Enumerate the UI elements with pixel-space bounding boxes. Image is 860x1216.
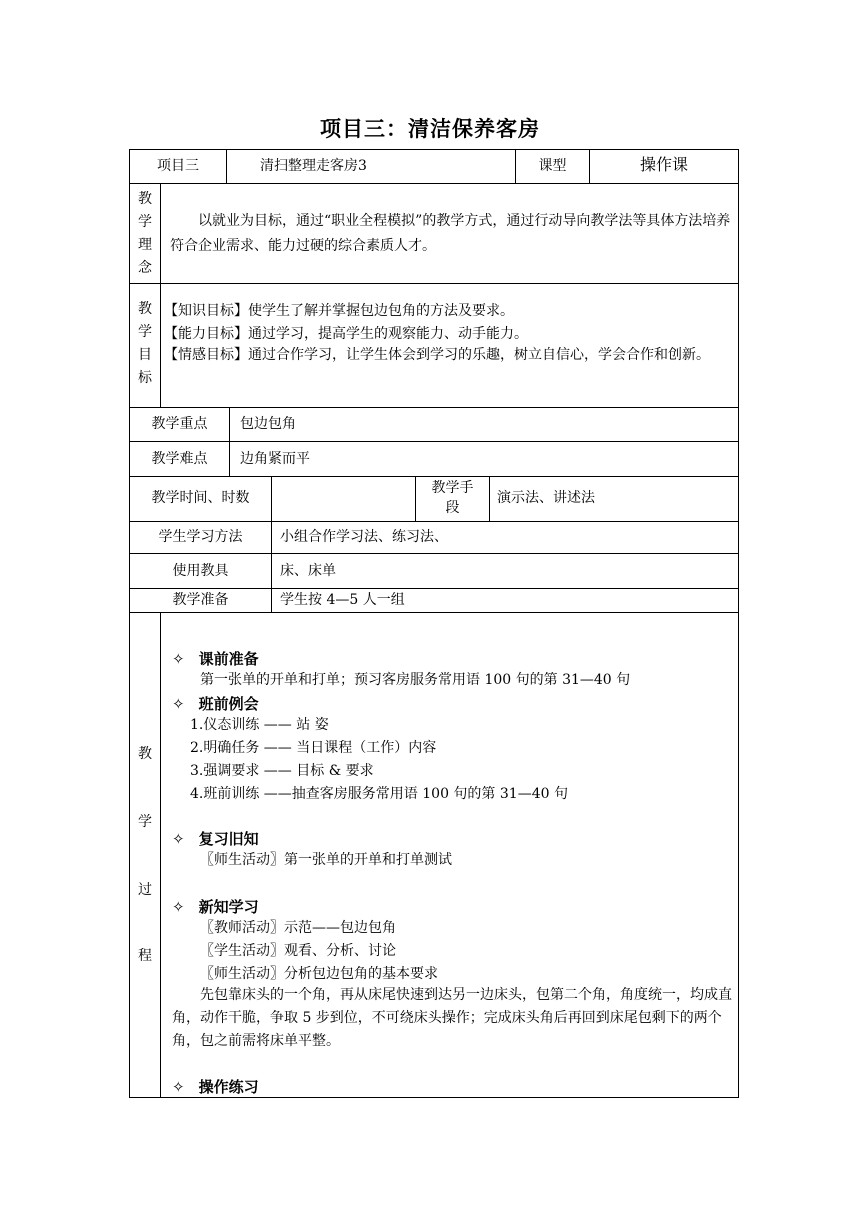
section-prep-heading: ✧ 课前准备 (172, 650, 259, 668)
meeting-item-3: 3.强调要求 —— 目标 & 要求 (190, 763, 374, 779)
type-value: 操作课 (639, 155, 688, 174)
page-title: 项目三：清洁保养客房 (320, 117, 540, 141)
difficulty-value: 边角紧而平 (240, 451, 310, 467)
difficulty-label: 教学难点 (151, 451, 208, 467)
goal-emotion: 【情感目标】通过合作学习，让学生体会到学习的乐趣，树立自信心，学会合作和创新。 (164, 347, 710, 363)
new-item-1: 〖教师活动〗示范——包边包角 (200, 920, 396, 936)
process-label-4: 程 (138, 948, 152, 964)
type-label: 课型 (538, 158, 567, 174)
method-label: 学生学习方法 (158, 529, 243, 545)
new-item-3: 〖师生活动〗分析包边包角的基本要求 (200, 966, 438, 982)
bullet-icon: ✧ (172, 898, 185, 916)
project-name: 清扫整理走客房3 (260, 158, 367, 174)
bullet-icon: ✧ (172, 650, 185, 668)
project-label: 项目三 (157, 158, 199, 174)
key-point-label: 教学重点 (151, 416, 208, 432)
philosophy-text: 以就业为目标，通过“职业全程模拟”的教学方式，通过行动导向教学法等具体方法培养符合企业需求、能力过硬的综合素质人才。 (170, 213, 731, 254)
goal-knowledge: 【知识目标】使学生了解并掌握包边包角的方法及要求。 (164, 303, 514, 319)
goals-label: 教 学 目 标 (138, 301, 152, 386)
section-review-text: 〖师生活动〗第一张单的开单和打单测试 (200, 852, 452, 868)
time-label: 教学时间、时数 (151, 490, 250, 506)
philosophy-label: 教 学 理 念 (138, 191, 152, 276)
bullet-icon: ✧ (172, 830, 185, 848)
new-paragraph: 先包靠床头的一个角，再从床尾快速到达另一边床头，包第二个角，角度统一，均成直角，动作干脆，争取 5 步到位，不可绕床头操作；完成床头角后再回到床尾包剩下的两个角，包之前需将床单平整。 (172, 987, 732, 1049)
tools-label: 使用教具 (172, 563, 229, 579)
section-practice-heading: ✧ 操作练习 (172, 1078, 259, 1096)
bullet-icon: ✧ (172, 1078, 185, 1096)
new-item-2: 〖学生活动〗观看、分析、讨论 (200, 943, 396, 959)
section-new-heading: ✧ 新知学习 (172, 898, 259, 916)
process-label-1: 教 (138, 746, 152, 762)
section-meeting-heading: ✧ 班前例会 (172, 695, 259, 713)
method-value: 小组合作学习法、练习法、 (280, 529, 448, 545)
process-label-2: 学 (138, 814, 152, 830)
prep-label: 教学准备 (172, 592, 229, 608)
bullet-icon: ✧ (172, 695, 185, 713)
meeting-item-2: 2.明确任务 —— 当日课程（工作）内容 (190, 740, 437, 756)
section-review-heading: ✧ 复习旧知 (172, 830, 259, 848)
means-value: 演示法、讲述法 (497, 490, 595, 506)
section-prep-text: 第一张单的开单和打单；预习客房服务常用语 100 句的第 31—40 句 (200, 672, 631, 688)
key-point-value: 包边包角 (240, 416, 296, 432)
process-label-3: 过 (138, 882, 152, 898)
goal-ability: 【能力目标】通过学习，提高学生的观察能力、动手能力。 (164, 326, 528, 342)
means-label: 教学手 段 (431, 480, 474, 516)
meeting-item-1: 1.仪态训练 —— 站 姿 (190, 717, 329, 733)
meeting-item-4: 4.班前训练 ——抽查客房服务常用语 100 句的第 31—40 句 (190, 786, 568, 802)
prep-value: 学生按 4—5 人一组 (280, 592, 405, 608)
tools-value: 床、床单 (280, 563, 336, 579)
